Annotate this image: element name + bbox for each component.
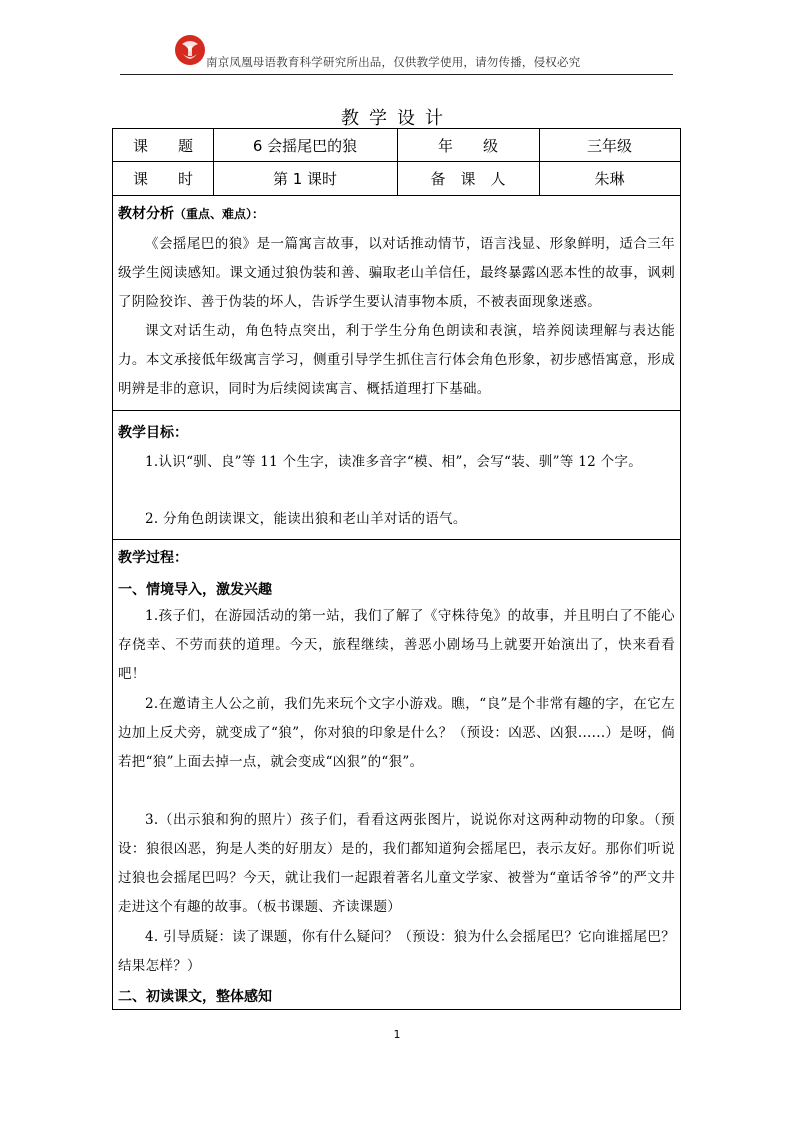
section-heading-intro: 一、情境导入，激发兴趣 xyxy=(118,582,272,598)
analysis-label: 教材分析 xyxy=(118,206,174,222)
process-heading: 教学过程： xyxy=(118,550,188,566)
process-step: 3.（出示狼和狗的照片）孩子们，看看这两张图片，说说你对这两种动物的印象。（预设：狼很凶恶，狗是人类的好朋友）是的，我们都知道狗会摇尾巴，表示友好。那你们听说过狼也会摇尾巴吗？今天，就让我们一起跟着著名儿童文学家、被誉为“童话爷爷”的严文井走进这个有趣的故事。（板书课题、齐读课题） xyxy=(118,812,675,915)
goals-heading: 教学目标： xyxy=(118,425,188,441)
analysis-paragraph: 《会摇尾巴的狼》是一篇寓言故事，以对话推动情节，语言浅显、形象鲜明，适合三年级学生阅读感知。课文通过狼伪装和善、骗取老山羊信任，最终暴露凶恶本性的故事，讽刺了阴险狡诈、善于伪装的坏人，告诉学生要认清事物本质，不被表面现象迷惑。 xyxy=(118,236,675,310)
period-label: 课 时 xyxy=(113,161,214,195)
goal-item: 2. 分角色朗读课文，能读出狼和老山羊对话的语气。 xyxy=(145,511,467,527)
info-row-period xyxy=(113,161,680,196)
period-value: 第 1 课时 xyxy=(213,161,398,195)
teacher-label: 备 课 人 xyxy=(397,161,540,195)
analysis-sub-label: （重点、难点）： xyxy=(174,207,265,221)
teaching-process-section xyxy=(113,539,680,1009)
process-step: 4. 引导质疑：读了课题，你有什么疑问？（预设：狼为什么会摇尾巴？它向谁摇尾巴？结果怎样？） xyxy=(118,929,675,974)
goal-item: 1.认识“驯、良”等 11 个生字，读准多音字“模、相”，会写“装、驯”等 12 个字。 xyxy=(145,454,643,470)
topic-value: 6 会摇尾巴的狼 xyxy=(213,129,398,161)
process-step: 2.在邀请主人公之前，我们先来玩个文字小游戏。瞧，“良”是个非常有趣的字，在它左边加上反犬旁，就变成了“狼”，你对狼的印象是什么？（预设：凶恶、凶狠......）是呀，倘若把“狼”上面去掉一点，就会变成“凶狠”的“狠”。 xyxy=(118,696,675,770)
teaching-goals-section xyxy=(113,410,680,540)
copyright-notice: 南京凤凰母语教育科学研究所出品，仅供教学使用，请勿传播，侵权必究 xyxy=(206,55,581,69)
teacher-value: 朱琳 xyxy=(594,169,625,188)
page-header xyxy=(120,32,673,75)
document-title: 教学设计 xyxy=(341,108,453,129)
info-row-topic xyxy=(113,129,680,162)
section-heading-first-reading: 二、初读课文，整体感知 xyxy=(118,989,272,1005)
process-step: 1.孩子们，在游园活动的第一站，我们了解了《守株待兔》的故事，并且明白了不能心存侥幸、不劳而获的道理。今天，旅程继续，善恶小剧场马上就要开始演出了，快来看看吧！ xyxy=(118,608,675,682)
textbook-analysis-section xyxy=(113,195,680,411)
topic-label: 课 题 xyxy=(113,129,214,161)
analysis-paragraph: 课文对话生动，角色特点突出，利于学生分角色朗读和表演，培养阅读理解与表达能力。本文承接低年级寓言学习，侧重引导学生抓住言行体会角色形象，初步感悟寓意，形成明辨是非的意识，同时为后续阅读寓言、概括道理打下基础。 xyxy=(118,323,675,397)
page-number: 1 xyxy=(393,1028,401,1041)
analysis-heading xyxy=(118,203,264,223)
grade-label: 年 级 xyxy=(397,129,540,161)
lesson-plan-table xyxy=(112,128,681,1010)
grade-value: 三年级 xyxy=(586,136,632,155)
publisher-seal-logo xyxy=(172,32,208,68)
